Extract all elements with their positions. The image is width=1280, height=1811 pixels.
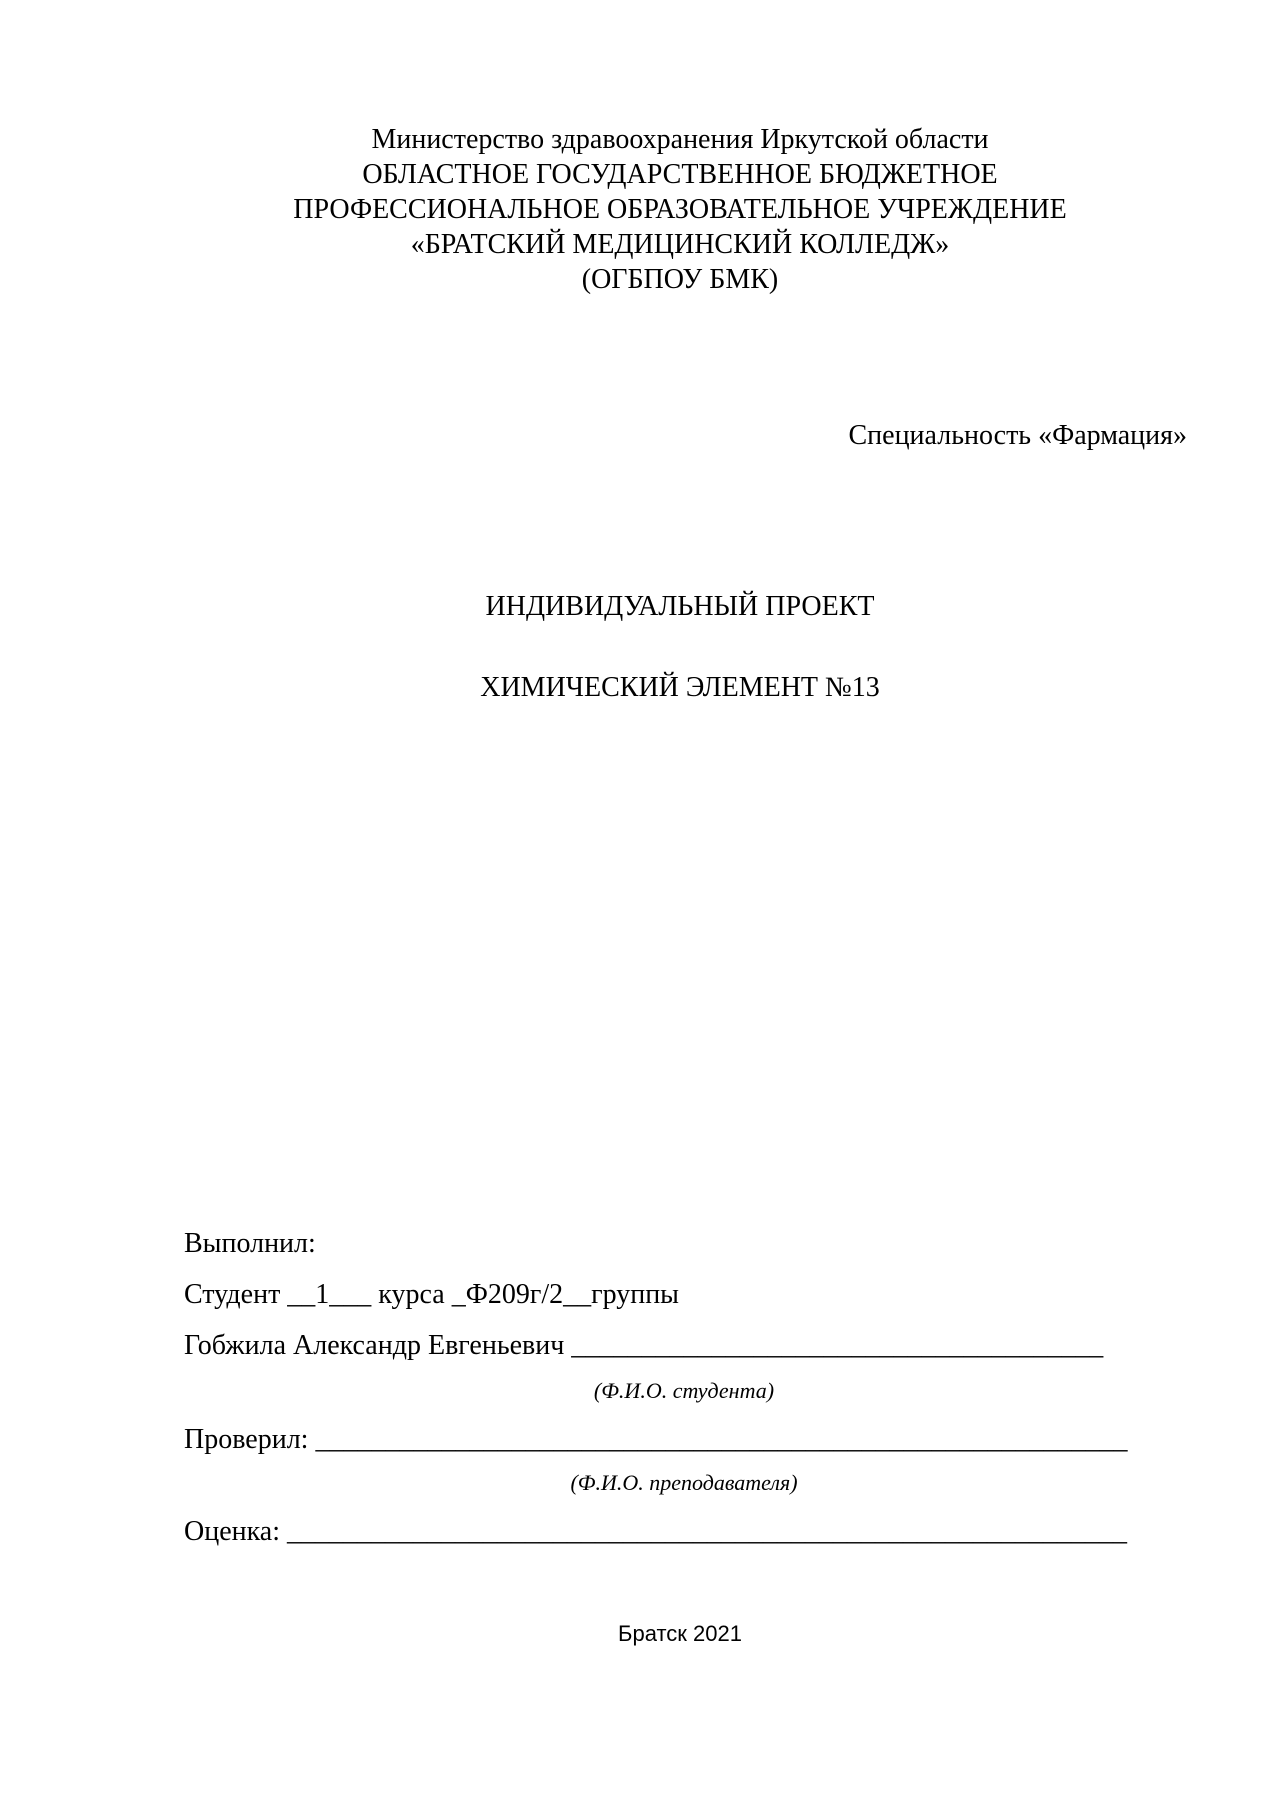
ministry-name: Министерство здравоохранения Иркутской области — [371, 124, 989, 155]
checked-by-line: Проверил: __________________________________________________________ — [184, 1424, 1128, 1455]
completed-by-label: Выполнил: — [184, 1228, 316, 1259]
teacher-name-caption: (Ф.И.О. преподавателя) — [570, 1470, 798, 1495]
project-title: ХИМИЧЕСКИЙ ЭЛЕМЕНТ №13 — [480, 672, 880, 703]
grade-line: Оценка: ____________________________________________________________ — [184, 1516, 1128, 1547]
student-name-caption: (Ф.И.О. студента) — [593, 1378, 775, 1403]
project-type: ИНДИВИДУАЛЬНЫЙ ПРОЕКТ — [485, 591, 875, 622]
college-abbreviation: (ОГБПОУ БМК) — [581, 264, 779, 295]
student-name-line: Гобжила Александр Евгеньевич ______________________________________ — [184, 1330, 1104, 1361]
student-course-group-line: Студент __1___ курса _Ф209г/2__группы — [184, 1279, 679, 1310]
specialty-label: Специальность «Фармация» — [848, 420, 1187, 451]
college-name: «БРАТСКИЙ МЕДИЦИНСКИЙ КОЛЛЕДЖ» — [410, 229, 950, 260]
organization-line-1: ОБЛАСТНОЕ ГОСУДАРСТВЕННОЕ БЮДЖЕТНОЕ — [362, 159, 998, 190]
city-year: Братск 2021 — [618, 1621, 742, 1646]
organization-line-2: ПРОФЕССИОНАЛЬНОЕ ОБРАЗОВАТЕЛЬНОЕ УЧРЕЖДЕНИЕ — [293, 194, 1067, 225]
document-header — [180, 122, 1180, 297]
